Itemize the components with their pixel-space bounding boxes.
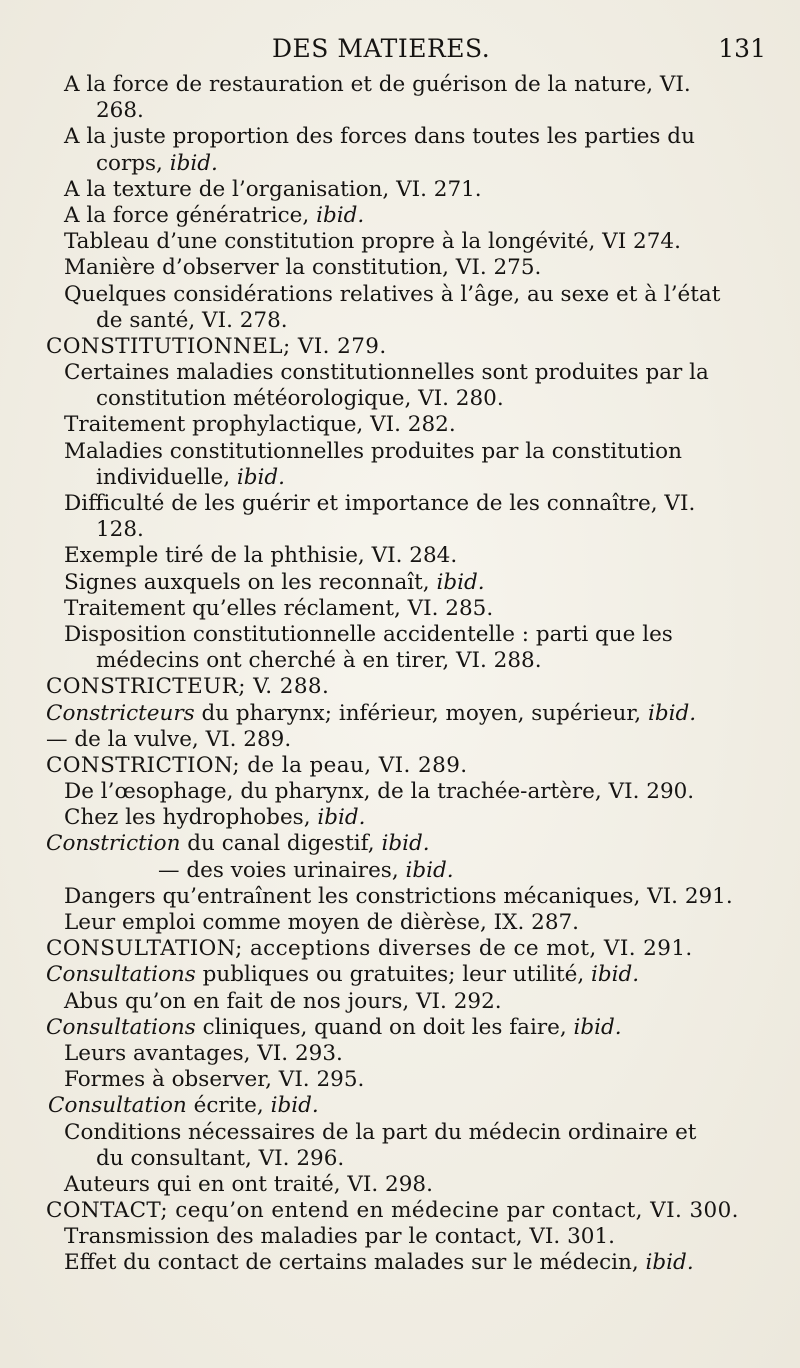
line-text: Exemple tiré de la phthisie, VI. 284. <box>64 543 458 569</box>
italic-text: ibid. <box>436 569 485 595</box>
line-text: du canal digestif, <box>180 831 382 857</box>
line-text: A la force de restauration et de guérison de la nature, VI. <box>64 72 691 97</box>
italic-text: Consultations <box>46 962 196 988</box>
index-line <box>0 177 800 203</box>
line-text: du consultant, VI. 296. <box>96 1145 345 1171</box>
index-line <box>0 1067 800 1093</box>
italic-text: ibid. <box>169 150 218 176</box>
index-line <box>0 1015 800 1041</box>
line-text: constitution météorologique, VI. 280. <box>96 386 504 412</box>
index-line <box>0 1146 800 1172</box>
index-line <box>0 989 800 1015</box>
italic-text: ibid. <box>317 805 366 831</box>
index-line <box>0 465 800 491</box>
line-text: CONSTRICTION; de la peau, VI. 289. <box>46 752 468 778</box>
index-line <box>0 596 800 622</box>
line-text: Difficulté de les guérir et importance de les connaître, VI. <box>64 491 696 516</box>
italic-text: ibid. <box>405 857 454 883</box>
italic-text: Constricteurs <box>46 700 195 726</box>
line-text: Maladies constitutionnelles produites par la constitution <box>64 438 682 464</box>
index-heading-line <box>0 1198 800 1224</box>
index-line <box>0 308 800 334</box>
index-line <box>0 622 800 648</box>
italic-text: ibid. <box>381 831 430 857</box>
line-text: Dangers qu’entraînent les constrictions mécaniques, VI. 291. <box>64 883 733 909</box>
line-text: individuelle, <box>96 464 237 490</box>
index-line <box>0 229 800 255</box>
index-line <box>0 910 800 936</box>
index-line <box>0 124 800 150</box>
line-text: cliniques, quand on doit les faire, <box>195 1014 574 1040</box>
line-text: Traitement qu’elles réclament, VI. 285. <box>64 595 494 621</box>
italic-text: ibid. <box>591 962 640 988</box>
italic-text: ibid. <box>236 464 285 490</box>
index-line <box>0 727 800 753</box>
running-title: DES MATIERES. <box>272 34 491 63</box>
line-text: publiques ou gratuites; leur utilité, <box>195 962 591 988</box>
line-text: A la texture de l’organisation, VI. 271. <box>64 176 482 202</box>
line-text: Formes à observer, VI. 295. <box>64 1067 365 1093</box>
line-text: 268. <box>96 98 144 124</box>
line-text: A la force génératrice, <box>64 202 317 228</box>
italic-text: ibid. <box>573 1014 622 1040</box>
index-line <box>0 360 800 386</box>
line-text: Disposition constitutionnelle accidentelle : parti que les <box>64 621 673 647</box>
index-line <box>0 831 800 857</box>
line-text: Leurs avantages, VI. 293. <box>64 1040 343 1066</box>
line-text: écrite, <box>186 1093 271 1119</box>
line-text: médecins ont cherché à en tirer, VI. 288. <box>96 648 542 674</box>
index-line <box>0 543 800 569</box>
index-line <box>0 72 800 98</box>
index-heading-line <box>0 674 800 700</box>
index-entries <box>0 72 800 1277</box>
line-text: de santé, VI. 278. <box>96 307 288 333</box>
line-text: CONTACT; cequ’on entend en médecine par contact, VI. 300. <box>46 1198 739 1224</box>
index-line <box>0 701 800 727</box>
line-text: 128. <box>96 517 144 543</box>
index-line <box>0 1224 800 1250</box>
line-text: — des voies urinaires, <box>158 857 406 883</box>
index-line <box>0 570 800 596</box>
line-text: CONSTITUTIONNEL; VI. 279. <box>46 333 387 359</box>
italic-text: Consultation <box>48 1093 187 1119</box>
line-text: Signes auxquels on les reconnaît, <box>64 569 437 595</box>
index-line <box>0 779 800 805</box>
line-text: Chez les hydrophobes, <box>64 805 318 831</box>
line-text: Abus qu’on en fait de nos jours, VI. 292. <box>64 988 502 1014</box>
page-number: 131 <box>718 34 766 63</box>
italic-text: ibid. <box>270 1093 319 1119</box>
line-text: Auteurs qui en ont traité, VI. 298. <box>64 1171 433 1197</box>
index-line <box>0 1250 800 1276</box>
italic-text: ibid. <box>647 700 697 726</box>
page-header <box>0 34 800 64</box>
line-text: du pharynx; inférieur, moyen, supérieur, <box>194 700 648 726</box>
index-line <box>0 439 800 465</box>
index-line <box>0 1172 800 1198</box>
index-line <box>0 858 800 884</box>
index-heading-line <box>0 753 800 779</box>
line-text: Quelques considérations relatives à l’âge, au sexe et à l’état <box>64 281 721 307</box>
italic-text: Constriction <box>46 831 181 857</box>
line-text: — de la vulve, VI. 289. <box>46 726 292 752</box>
line-text: De l’œsophage, du pharynx, de la trachée-artère, VI. 290. <box>64 779 695 805</box>
index-line <box>0 517 800 543</box>
index-heading-line <box>0 334 800 360</box>
line-text: Transmission des maladies par le contact, VI. 301. <box>64 1224 615 1250</box>
index-line <box>0 98 800 124</box>
line-text: CONSTRICTEUR; V. 288. <box>46 674 330 700</box>
index-line <box>0 1041 800 1067</box>
line-text: Conditions nécessaires de la part du médecin ordinaire et <box>64 1119 697 1145</box>
line-text: corps, <box>96 150 170 176</box>
index-line <box>0 151 800 177</box>
index-line <box>0 491 800 517</box>
line-text: CONSULTATION; acceptions diverses de ce mot, VI. 291. <box>46 936 693 962</box>
line-text: Tableau d’une constitution propre à la longévité, VI 274. <box>64 229 681 255</box>
index-heading-line <box>0 936 800 962</box>
index-line <box>0 282 800 308</box>
italic-text: Consultations <box>46 1014 196 1040</box>
index-line <box>0 203 800 229</box>
line-text: Leur emploi comme moyen de dièrèse, IX. 287. <box>64 910 580 935</box>
line-text: Effet du contact de certains malades sur le médecin, <box>64 1250 646 1276</box>
italic-text: ibid. <box>645 1250 694 1276</box>
italic-text: ibid. <box>316 202 365 228</box>
index-line <box>0 386 800 412</box>
index-line <box>0 1120 800 1146</box>
index-line <box>0 412 800 438</box>
index-line <box>0 962 800 988</box>
line-text: Traitement prophylactique, VI. 282. <box>64 412 456 438</box>
line-text: A la juste proportion des forces dans toutes les parties du <box>64 124 695 150</box>
line-text: Manière d’observer la constitution, VI. 275. <box>64 255 542 281</box>
index-line <box>0 255 800 281</box>
index-line <box>0 884 800 910</box>
index-line <box>0 805 800 831</box>
line-text: Certaines maladies constitutionnelles sont produites par la <box>64 360 709 386</box>
index-line <box>0 1093 800 1119</box>
index-line <box>0 648 800 674</box>
